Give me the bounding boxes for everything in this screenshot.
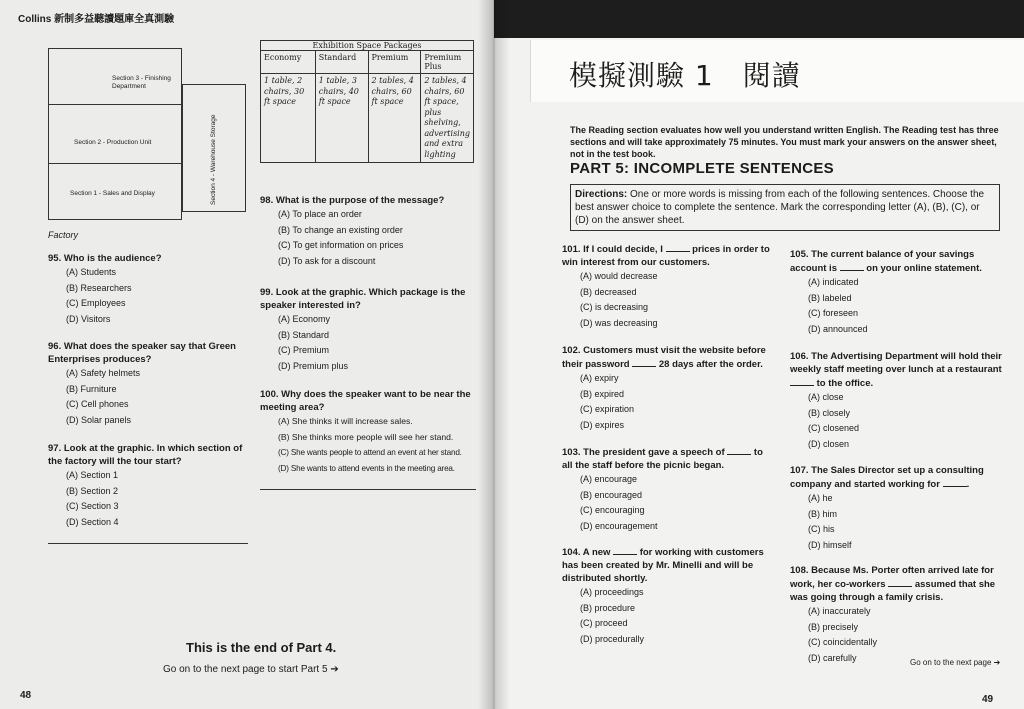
question-number: 97. xyxy=(48,443,62,454)
question-number: 105. xyxy=(790,249,809,260)
question-103 xyxy=(562,445,774,534)
question-107 xyxy=(790,464,1002,553)
floor-section-1-label: Section 1 - Sales and Display xyxy=(70,190,155,197)
header-standard: Standard xyxy=(315,51,368,74)
floor-section-2 xyxy=(48,104,182,164)
question-stem-before: A new xyxy=(582,547,611,558)
option-d[interactable]: (D) closen xyxy=(808,438,850,449)
option-a[interactable]: (A) inaccurately xyxy=(808,606,871,616)
question-number: 96. xyxy=(48,341,62,352)
title-banner xyxy=(530,40,1024,102)
question-stem-after: for working with customers has been created by Mr. Minelli and will be distributed shortly. xyxy=(562,547,764,584)
packages-table xyxy=(260,50,474,163)
option-a[interactable]: (A) Economy xyxy=(278,314,331,324)
question-stem-after: . xyxy=(966,479,970,490)
option-d[interactable]: (D) To ask for a discount xyxy=(278,255,376,266)
directions-text: One or more words is missing from each of the following sentences. Choose the best answer choice to complete the sentence. Mark the corresponding letter (A), (B), (C), or (D) on the answer sheet. xyxy=(575,189,985,226)
question-106 xyxy=(790,350,1002,452)
header-premium: Premium xyxy=(368,51,421,74)
question-number: 103. xyxy=(562,447,581,458)
top-dark-edge xyxy=(494,0,1024,38)
option-b[interactable]: (B) decreased xyxy=(580,286,637,297)
option-d[interactable]: (D) encouragement xyxy=(580,520,658,531)
answer-blank xyxy=(888,577,912,587)
question-102 xyxy=(562,344,774,433)
option-c[interactable]: (C) Employees xyxy=(66,298,126,309)
page-number-right: 49 xyxy=(982,694,994,705)
page-number-left: 48 xyxy=(20,690,32,701)
end-of-part-title: This is the end of Part 4. xyxy=(186,640,337,655)
question-stem: What is the purpose of the message? xyxy=(275,195,445,206)
option-a[interactable]: (A) Section 1 xyxy=(66,470,119,480)
option-b[interactable]: (B) Section 2 xyxy=(66,485,119,496)
option-a[interactable]: (A) She thinks it will increase sales. xyxy=(278,416,413,426)
part-heading: PART 5: INCOMPLETE SENTENCES xyxy=(570,160,834,177)
question-104 xyxy=(562,545,774,647)
option-c[interactable]: (C) encouraging xyxy=(580,505,645,516)
cell-standard: 1 table, 3 chairs, 40 ft space xyxy=(315,74,368,163)
floor-section-3-label: Section 3 - Finishing Department xyxy=(112,75,171,90)
option-a[interactable]: (A) To place an order xyxy=(278,209,362,219)
reading-intro: The Reading section evaluates how well you understand written English. The Reading test has three sections and will take approximately 75 minutes. You must mark your answers on the answer sheet, not in the test book. xyxy=(570,125,999,159)
question-number: 95. xyxy=(48,253,62,264)
header-economy: Economy xyxy=(261,51,316,74)
floor-section-2-label: Section 2 - Production Unit xyxy=(74,139,152,146)
option-a[interactable]: (A) he xyxy=(808,493,833,503)
option-c[interactable]: (C) his xyxy=(808,524,835,535)
question-99 xyxy=(260,286,474,374)
answer-blank xyxy=(840,261,864,271)
divider xyxy=(48,543,248,544)
directions-box xyxy=(570,184,1000,231)
option-c[interactable]: (C) foreseen xyxy=(808,308,859,319)
question-stem-after: 28 days after the order. xyxy=(658,359,763,370)
question-number: 100. xyxy=(260,389,279,400)
option-d[interactable]: (D) Solar panels xyxy=(66,414,132,425)
right-page xyxy=(494,0,1024,709)
question-105 xyxy=(790,248,1002,337)
option-c[interactable]: (C) Premium xyxy=(278,345,329,356)
option-b[interactable]: (B) Standard xyxy=(278,329,330,340)
question-number: 98. xyxy=(260,195,274,206)
question-108 xyxy=(790,564,1002,666)
option-b[interactable]: (B) him xyxy=(808,508,837,519)
cell-premium: 2 tables, 4 chairs, 60 ft space xyxy=(368,74,421,163)
question-stem: Why does the speaker want to be near the meeting area? xyxy=(260,389,471,413)
question-101 xyxy=(562,242,774,331)
question-number: 104. xyxy=(562,547,581,558)
book-header: Collins 新制多益聽讀題庫全真測驗 xyxy=(18,14,175,25)
option-b[interactable]: (B) Furniture xyxy=(66,383,117,394)
question-96 xyxy=(48,340,248,428)
option-b[interactable]: (B) labeled xyxy=(808,292,852,303)
option-b[interactable]: (B) procedure xyxy=(580,602,636,613)
option-d[interactable]: (D) Premium plus xyxy=(278,360,349,371)
question-number: 106. xyxy=(790,351,809,362)
question-stem-before: The president gave a speech of xyxy=(583,447,725,458)
answer-blank xyxy=(943,477,967,487)
answer-blank xyxy=(613,545,637,555)
question-100 xyxy=(260,388,476,476)
option-a[interactable]: (A) Safety helmets xyxy=(66,368,141,378)
question-number: 101. xyxy=(562,244,581,255)
option-a[interactable]: (A) encourage xyxy=(580,474,638,484)
option-b[interactable]: (B) She thinks more people will see her stand. xyxy=(278,431,454,442)
exhibition-packages xyxy=(260,40,474,163)
option-d[interactable]: (D) Section 4 xyxy=(66,516,119,527)
floor-section-4-label: Section 4 - Warehouse Storage xyxy=(210,114,217,205)
question-95 xyxy=(48,252,248,327)
cell-economy: 1 table, 2 chairs, 30 ft space xyxy=(261,74,316,163)
question-stem-before: The current balance of your savings account is xyxy=(790,249,975,274)
question-number: 107. xyxy=(790,465,809,476)
option-d[interactable]: (D) expires xyxy=(580,419,625,430)
option-d[interactable]: (D) himself xyxy=(808,539,852,550)
option-d[interactable]: (D) announced xyxy=(808,323,868,334)
left-page xyxy=(0,0,494,709)
question-stem-after: on your online statement. xyxy=(866,263,982,274)
question-stem: What does the speaker say that Green Enterprises produces? xyxy=(48,341,236,365)
option-c[interactable]: (C) coincidentally xyxy=(808,637,878,648)
floor-plan-caption: Factory xyxy=(48,230,79,240)
option-a[interactable]: (A) Students xyxy=(66,267,117,277)
option-c[interactable]: (C) She wants people to attend an event at her stand. xyxy=(278,448,462,458)
answer-blank xyxy=(632,357,656,367)
option-c[interactable]: (C) closened xyxy=(808,423,860,434)
divider xyxy=(260,489,476,490)
question-number: 99. xyxy=(260,287,274,298)
option-a[interactable]: (A) proceedings xyxy=(580,587,644,597)
option-b[interactable]: (B) encouraged xyxy=(580,489,643,500)
option-c[interactable]: (C) Cell phones xyxy=(66,399,129,410)
answer-blank xyxy=(727,445,751,455)
option-b[interactable]: (B) Researchers xyxy=(66,282,132,293)
next-page-note: Go on to the next page ➔ xyxy=(910,658,1001,667)
question-stem-after: assumed that she was going through a family crisis. xyxy=(790,579,996,603)
option-b[interactable]: (B) expired xyxy=(580,388,625,399)
question-stem-before: Customers must visit the website before their password xyxy=(562,345,766,370)
option-d[interactable]: (D) She wants to attend events in the meeting area. xyxy=(278,463,455,473)
next-part-note: Go on to the next page to start Part 5 ➔ xyxy=(163,664,339,675)
option-d[interactable]: (D) was decreasing xyxy=(580,317,658,328)
answer-blank xyxy=(790,376,814,386)
answer-blank xyxy=(666,242,690,252)
option-c[interactable]: (C) To get information on prices xyxy=(278,240,404,251)
question-stem: Look at the graphic. Which package is the speaker interested in? xyxy=(260,287,466,311)
option-d[interactable]: (D) Visitors xyxy=(66,313,111,324)
question-stem-before: The Advertising Department will hold their weekly staff meeting over lunch at a restaurant xyxy=(790,351,1002,375)
question-stem-before: If I could decide, I xyxy=(583,244,663,255)
option-b[interactable]: (B) precisely xyxy=(808,621,859,632)
page-title: 模擬測驗 1 閱讀 xyxy=(569,59,801,92)
question-stem: Who is the audience? xyxy=(63,253,162,264)
option-c[interactable]: (C) Section 3 xyxy=(66,501,119,512)
question-stem-before: Because Ms. Porter often arrived late for work, her co-workers xyxy=(790,565,994,590)
cell-premium-plus: 2 tables, 4 chairs, 60 ft space, plus shelving, advertising and extra lighting xyxy=(421,74,474,163)
question-number: 102. xyxy=(562,345,581,356)
option-b[interactable]: (B) To change an existing order xyxy=(278,224,403,235)
question-stem-after: to the office. xyxy=(816,378,874,389)
question-97 xyxy=(48,442,248,530)
question-98 xyxy=(260,194,474,269)
question-number: 108. xyxy=(790,565,809,576)
question-stem-after: to all the staff before the picnic began. xyxy=(562,447,763,471)
book-spine-shadow xyxy=(478,0,510,709)
option-c[interactable]: (C) proceed xyxy=(580,618,628,629)
packages-title: Exhibition Space Packages xyxy=(260,40,474,50)
option-a[interactable]: (A) close xyxy=(808,392,844,402)
option-c[interactable]: (C) expiration xyxy=(580,404,635,415)
option-c[interactable]: (C) is decreasing xyxy=(580,302,649,313)
option-d[interactable]: (D) procedurally xyxy=(580,633,645,644)
option-a[interactable]: (A) indicated xyxy=(808,277,859,287)
header-premium-plus: Premium Plus xyxy=(421,51,474,74)
question-stem-after: prices in order to win interest from our customers. xyxy=(562,244,770,268)
option-b[interactable]: (B) closely xyxy=(808,407,851,418)
option-d[interactable]: (D) carefully xyxy=(808,652,857,663)
question-stem-before: The Sales Director set up a consulting company and started working for xyxy=(790,465,984,490)
option-a[interactable]: (A) would decrease xyxy=(580,271,658,281)
option-a[interactable]: (A) expiry xyxy=(580,373,619,383)
directions-label: Directions: xyxy=(575,189,628,200)
question-stem: Look at the graphic. In which section of the factory will the tour start? xyxy=(48,443,243,467)
